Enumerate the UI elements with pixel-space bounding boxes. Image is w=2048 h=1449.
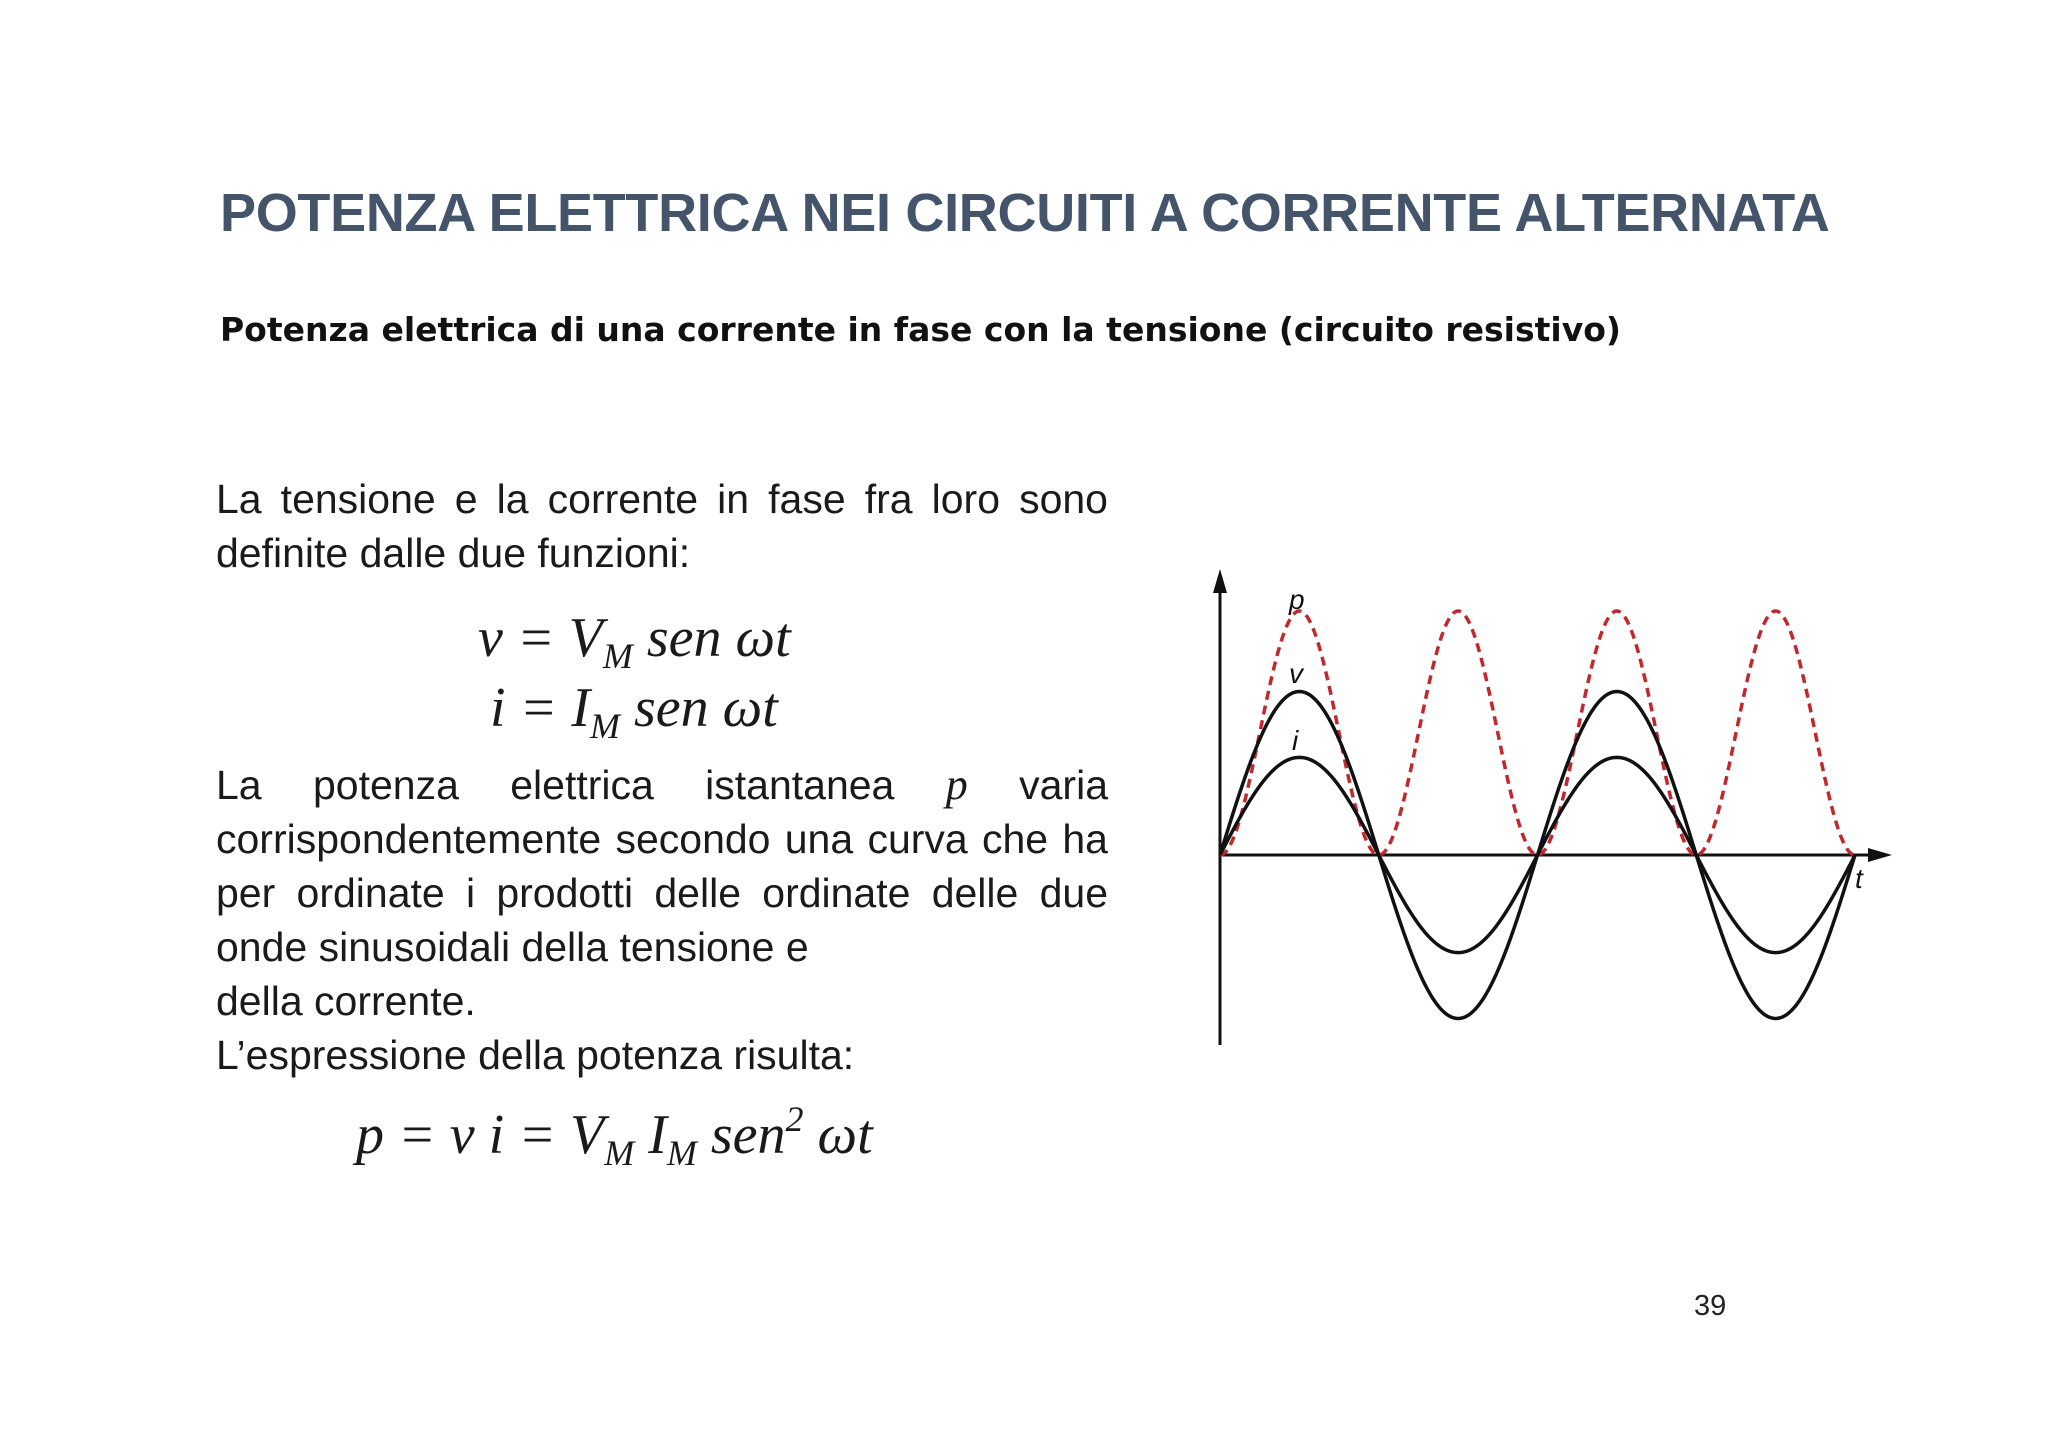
power-text-a: La potenza elettrica istantanea: [216, 762, 895, 808]
y-axis-arrow: [1213, 569, 1227, 593]
voltage-eq-symbol: V: [568, 607, 603, 669]
power-variable: p: [945, 760, 968, 809]
power-eq-lhs: p = v i =: [356, 1104, 556, 1166]
power-eq-tail: ωt: [817, 1104, 873, 1166]
x-axis-arrow: [1868, 848, 1892, 862]
power-eq-symbol-i: I: [648, 1104, 667, 1166]
voltage-eq-rhs: sen ωt: [646, 607, 791, 669]
intro-paragraph: La tensione e la corrente in fase fra loro sono definite dalle due funzioni:: [216, 476, 1108, 576]
voltage-curve-label: v: [1289, 658, 1303, 689]
power-paragraph: [216, 758, 1108, 1082]
power-eq-sen: sen: [710, 1104, 786, 1166]
time-axis-label: t: [1855, 863, 1863, 894]
slide-title: POTENZA ELETTRICA NEI CIRCUITI A CORRENTE ALTERNATA: [220, 183, 1830, 243]
current-eq-symbol: I: [571, 677, 591, 739]
power-eq-exponent: 2: [785, 1099, 804, 1139]
voltage-equation: [478, 606, 791, 677]
current-equation: [490, 676, 778, 747]
current-curve-label: i: [1292, 725, 1299, 756]
page-number: 39: [1694, 1290, 1727, 1322]
power-curve: [1220, 611, 1855, 855]
power-expression-intro: L’espressione della potenza risulta:: [216, 1032, 855, 1078]
power-text-b: varia corrispondentemente secondo una curva che ha per ordinate i prodotti delle ordinate delle due onde sinusoidali della tensione e: [216, 762, 1108, 970]
power-curve-label: p: [1289, 584, 1305, 615]
voltage-eq-subscript: M: [602, 636, 633, 676]
power-eq-subscript-v: M: [604, 1133, 635, 1173]
slide-subtitle: Potenza elettrica di una corrente in fase con la tensione (circuito resistivo): [220, 310, 1621, 349]
voltage-eq-lhs: v =: [478, 607, 555, 669]
current-eq-subscript: M: [590, 706, 621, 746]
current-eq-rhs: sen ωt: [634, 677, 778, 739]
power-eq-symbol-v: V: [570, 1104, 605, 1166]
power-text-c: della corrente.: [216, 978, 476, 1024]
power-equation: [356, 1098, 873, 1174]
waveform-chart: [1190, 555, 1910, 1055]
current-eq-lhs: i =: [490, 677, 558, 739]
power-eq-subscript-i: M: [666, 1133, 697, 1173]
